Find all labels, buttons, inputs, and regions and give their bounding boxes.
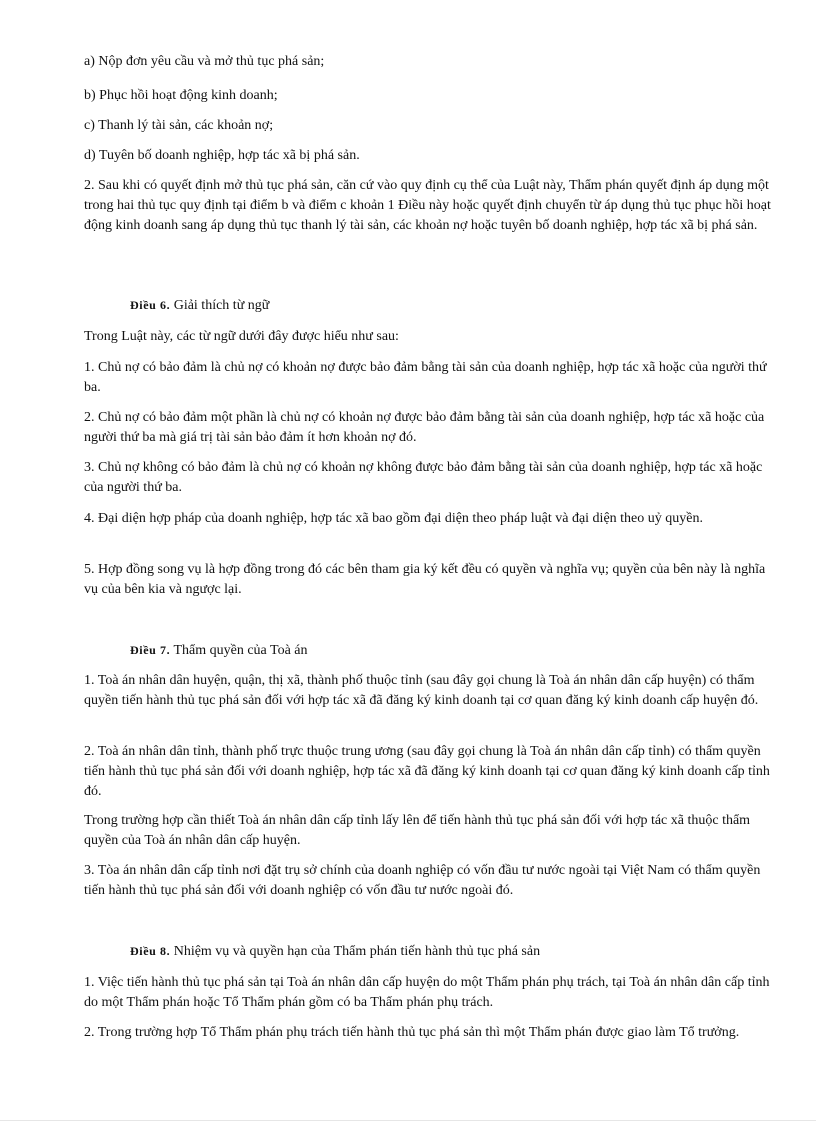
paragraph: 1. Chủ nợ có bảo đảm là chủ nợ có khoản nợ được bảo đảm bằng tài sản của doanh nghiệp, hợp tác xã hoặc của người thứ ba. bbox=[84, 360, 767, 395]
paragraph: 2. Sau khi có quyết định mở thủ tục phá sản, căn cứ vào quy định cụ thể của Luật này, Thẩm phán quyết định áp dụng một trong hai thủ tục quy định tại điểm b và điểm c khoản 1 Điều này hoặc quyết định chuyển từ áp dụng thủ tục phục hồi hoạt động kinh doanh sang áp dụng thủ tục thanh lý tài sản, các khoản nợ hoặc tuyên bố doanh nghiệp, hợp tác xã bị phá sản. bbox=[84, 178, 771, 233]
paragraph: 1. Toà án nhân dân huyện, quận, thị xã, thành phố thuộc tỉnh (sau đây gọi chung là Toà án nhân dân cấp huyện) có thẩm quyền tiến hành thủ tục phá sản đối với hợp tác xã đã đăng ký kinh doanh tại cơ quan đăng ký kinh doanh cấp huyện đó. bbox=[84, 673, 759, 708]
paragraph: a) Nộp đơn yêu cầu và mở thủ tục phá sản; bbox=[84, 54, 325, 69]
paragraph: 5. Hợp đồng song vụ là hợp đồng trong đó các bên tham gia ký kết đều có quyền và nghĩa vụ; quyền của bên này là nghĩa vụ của bên kia và ngược lại. bbox=[84, 562, 766, 597]
article-label: Điều 6. bbox=[130, 298, 171, 312]
article-7-heading bbox=[130, 640, 816, 661]
article-label: Điều 8. bbox=[130, 944, 171, 958]
paragraph: 3. Chủ nợ không có bảo đảm là chủ nợ có khoản nợ không được bảo đảm bằng tài sản của doanh nghiệp, hợp tác xã hoặc của người thứ ba. bbox=[84, 460, 763, 495]
article-label: Điều 7. bbox=[130, 643, 171, 657]
article-8-heading bbox=[130, 941, 816, 962]
article-6-heading bbox=[130, 295, 816, 316]
paragraph: 2. Toà án nhân dân tỉnh, thành phố trực thuộc trung ương (sau đây gọi chung là Toà án nhân dân cấp tỉnh) có thẩm quyền tiến hành thủ tục phá sản đối với doanh nghiệp, hợp tác xã đã đăng ký kinh doanh tại cơ quan đăng ký kinh doanh cấp tỉnh đó. bbox=[84, 744, 770, 799]
article-title: Giải thích từ ngữ bbox=[173, 298, 270, 313]
paragraph: c) Thanh lý tài sản, các khoản nợ; bbox=[84, 118, 274, 133]
paragraph: Trong Luật này, các từ ngữ dưới đây được hiểu như sau: bbox=[84, 329, 399, 344]
paragraph: 2. Trong trường hợp Tổ Thẩm phán phụ trách tiến hành thủ tục phá sản thì một Thẩm phán được giao làm Tổ trưởng. bbox=[84, 1025, 740, 1040]
paragraph: d) Tuyên bố doanh nghiệp, hợp tác xã bị phá sản. bbox=[84, 148, 360, 163]
page-bottom-divider bbox=[0, 1120, 816, 1121]
article-title: Nhiệm vụ và quyền hạn của Thẩm phán tiến hành thủ tục phá sản bbox=[173, 944, 541, 959]
paragraph: 2. Chủ nợ có bảo đảm một phần là chủ nợ có khoản nợ được bảo đảm bằng tài sản của doanh nghiệp, hợp tác xã hoặc của người thứ ba mà giá trị tài sản bảo đảm ít hơn khoản nợ đó. bbox=[84, 410, 765, 445]
paragraph: 4. Đại diện hợp pháp của doanh nghiệp, hợp tác xã bao gồm đại diện theo pháp luật và đại diện theo uỷ quyền. bbox=[84, 511, 703, 526]
paragraph: 3. Tòa án nhân dân cấp tỉnh nơi đặt trụ sở chính của doanh nghiệp có vốn đầu tư nước ngoài tại Việt Nam có thẩm quyền tiến hành thủ tục phá sản đối với doanh nghiệp có vốn đầu tư nước ngoài đó. bbox=[84, 863, 761, 898]
paragraph: Trong trường hợp cần thiết Toà án nhân dân cấp tỉnh lấy lên để tiến hành thủ tục phá sản đối với hợp tác xã thuộc thẩm quyền của Toà án nhân dân cấp huyện. bbox=[84, 813, 751, 848]
paragraph: 1. Việc tiến hành thủ tục phá sản tại Toà án nhân dân cấp huyện do một Thẩm phán phụ trách, tại Toà án nhân dân cấp tỉnh do một Thẩm phán hoặc Tổ Thẩm phán gồm có ba Thẩm phán phụ trách. bbox=[84, 975, 770, 1010]
paragraph: b) Phục hồi hoạt động kinh doanh; bbox=[84, 88, 278, 103]
article-title: Thẩm quyền của Toà án bbox=[173, 643, 308, 658]
